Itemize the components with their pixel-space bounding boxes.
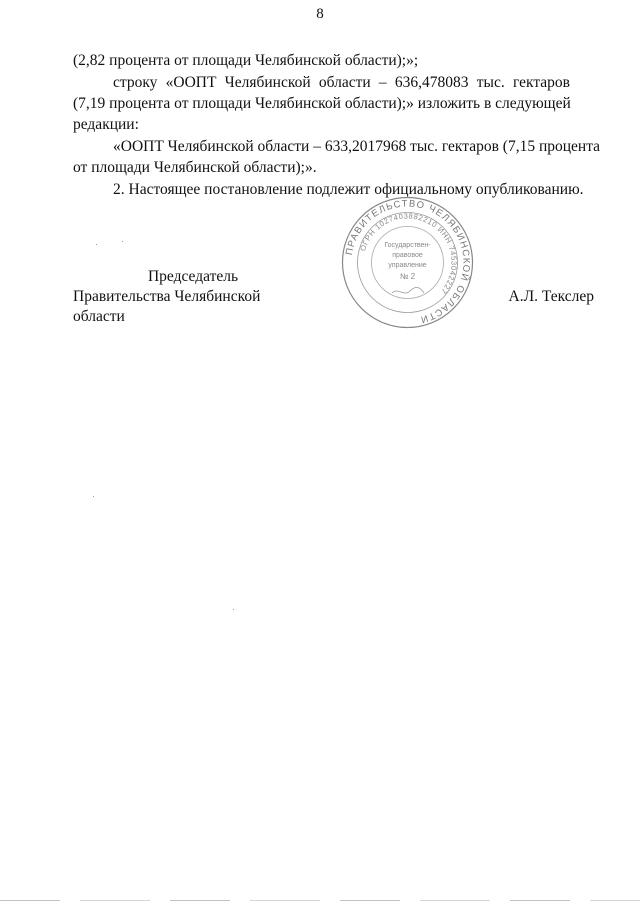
scan-speck (122, 241, 123, 242)
paragraph-line: редакции: (73, 116, 139, 133)
signer-name: А.Л. Текслер (508, 288, 594, 305)
signer-title-line1: Председатель (147, 268, 239, 285)
signer-title-line2: Правительства Челябинской области (73, 288, 261, 325)
seal-center-line: правовое (392, 252, 423, 259)
paragraph-line: строку «ООПТ Челябинской области – 636,478083 тыс. гектаров (113, 74, 570, 91)
scan-speck (233, 609, 234, 610)
signature-block (73, 267, 313, 327)
page-number: 8 (316, 6, 324, 22)
paragraph-line: от площади Челябинской области);». (73, 159, 317, 176)
seal-middle-text: ОГРН 1027403882210 ИНН 7453042227 (358, 211, 459, 297)
paragraph-line: (7,19 процента от площади Челябинской области);» изложить в следующей (73, 95, 571, 112)
seal-center-line: № 2 (399, 272, 416, 281)
scan-speck (93, 496, 94, 497)
official-seal (340, 195, 475, 330)
scan-speck (96, 244, 97, 245)
paragraph-line: (2,82 процента от площади Челябинской области);»; (73, 52, 419, 69)
seal-scribble (392, 287, 424, 293)
seal-center-line: управление (388, 262, 427, 269)
seal-center-line: Государствен- (384, 242, 431, 249)
seal-outer-text: ПРАВИТЕЛЬСТВО ЧЕЛЯБИНСКОЙ ОБЛАСТИ (343, 198, 472, 326)
paragraph-line: 2. Настоящее постановление подлежит официальному опубликованию. (113, 181, 584, 198)
bottom-scan-rule (0, 900, 640, 901)
paragraph-line: «ООПТ Челябинской области – 633,2017968 тыс. гектаров (7,15 процента (113, 138, 601, 155)
